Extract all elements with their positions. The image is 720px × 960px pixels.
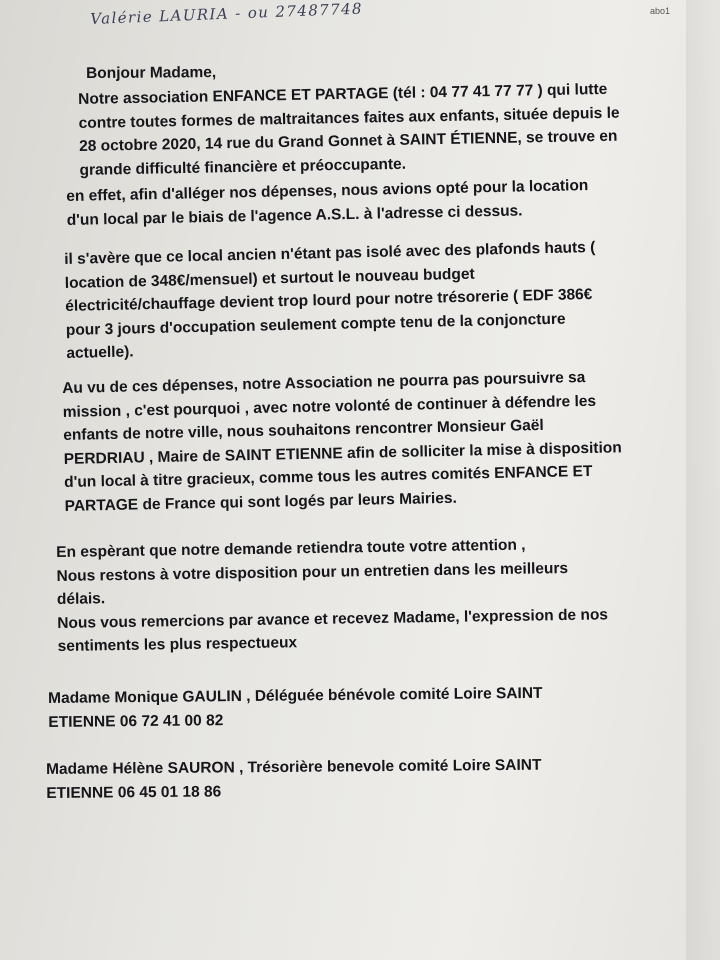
paragraph-line: location de 348€/mensuel) et surtout le nouveau budget [64, 265, 475, 292]
paragraph-line: électricité/chauffage devient trop lourd pour notre trésorerie ( EDF 386€ [65, 286, 593, 315]
corner-mark: abo1 [650, 6, 671, 16]
paragraph-location [66, 174, 589, 232]
paragraph-line: Au vu de ces dépenses, notre Association ne pourra pas poursuivre sa [62, 369, 586, 397]
signature-line: ETIENNE 06 45 01 18 86 [46, 782, 222, 802]
greeting [86, 61, 216, 85]
paragraph-line: 28 octobre 2020, 14 rue du Grand Gonnet à SAINT ÉTIENNE, se trouve en [78, 127, 618, 155]
paragraph-line: actuelle). [66, 343, 134, 362]
signature-line: Madame Hélène SAURON , Trésorière benevole comité Loire SAINT [46, 756, 542, 778]
paragraph-line: Notre association ENFANCE ET PARTAGE (tél : 04 77 41 77 77 ) qui lutte [78, 80, 608, 108]
paragraph-line: délais. [56, 590, 106, 608]
handwritten-note: Valérie LAURIA - ou 27487748 [90, 0, 364, 28]
paragraph-costs [64, 236, 598, 366]
paragraph-line: PARTAGE de France qui sont logés par leurs Mairies. [64, 489, 457, 515]
paragraph-request [62, 365, 623, 518]
paragraph-line: contre toutes formes de maltraitances faites aux enfants, située depuis le [78, 104, 620, 132]
paragraph-line: Nous restons à votre disposition pour un entretien dans les meilleurs [56, 559, 569, 585]
paragraph-line: sentiments les plus respectueux [57, 634, 298, 655]
paragraph-line: Nous vous remercions par avance et recevez Madame, l'expression de nos [57, 605, 609, 632]
paragraph-line: grande difficulté financière et préoccupante. [79, 155, 407, 179]
paragraph-line: il s'avère que ce local ancien n'étant pas isolé avec des plafonds hauts ( [64, 238, 596, 268]
paragraph-introduction [78, 78, 621, 182]
paragraph-closing [56, 532, 609, 658]
paragraph-line: PERDRIAU , Maire de SAINT ETIENNE afin de solliciter la mise à disposition [63, 438, 622, 468]
paragraph-line: en effet, afin d'alléger nos dépenses, nous avions opté pour la location [66, 177, 589, 205]
paragraph-line: d'un local par le biais de l'agence A.S.L. à l'adresse ci dessus. [66, 201, 523, 229]
signature-delegate [48, 682, 543, 734]
signature-line: Madame Monique GAULIN , Déléguée bénévole comité Loire SAINT [48, 684, 543, 707]
paragraph-line: enfants de notre ville, nous souhaitons rencontrer Monsieur Gaël [63, 416, 544, 444]
paragraph-line: mission , c'est pourquoi , avec notre volonté de continuer à défendre les [62, 392, 597, 421]
paragraph-line: pour 3 jours d'occupation seulement compte tenu de la conjoncture [65, 310, 566, 339]
paragraph-line: d'un local à titre gracieux, comme tous les autres comités ENFANCE ET [64, 462, 593, 491]
greeting-line: Bonjour Madame, [86, 64, 217, 82]
paragraph-line: En espèrant que notre demande retiendra toute votre attention , [56, 536, 526, 561]
signature-treasurer [46, 754, 542, 805]
paper-fold-shadow [686, 0, 720, 960]
signature-line: ETIENNE 06 72 41 00 82 [48, 711, 224, 731]
